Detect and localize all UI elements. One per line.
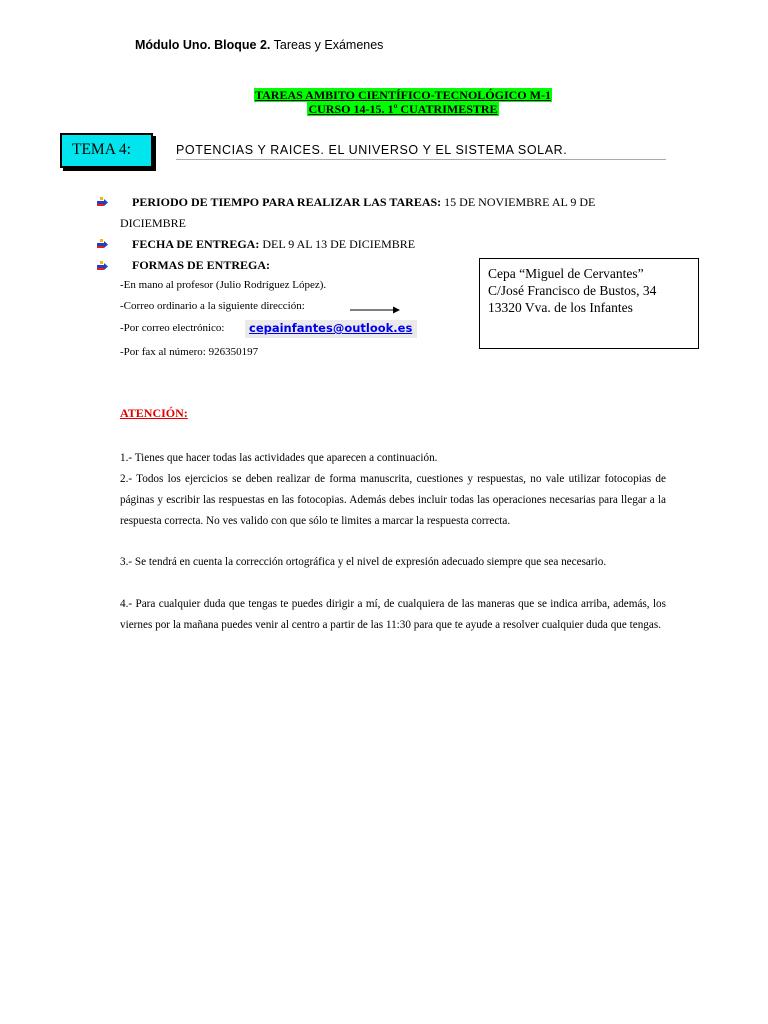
tasks-title-line bbox=[19, 88, 768, 103]
email-link[interactable]: cepainfantes@outlook.es bbox=[245, 320, 417, 338]
periodo-value: 15 DE NOVIEMBRE AL 9 DE bbox=[441, 195, 596, 209]
colored-arrow-bullet-icon bbox=[97, 197, 109, 207]
periodo-label: PERIODO DE TIEMPO PARA REALIZAR LAS TAREAS: bbox=[132, 195, 442, 209]
course-title-line bbox=[19, 102, 768, 117]
fecha-item bbox=[132, 237, 415, 252]
tema-label: TEMA 4: bbox=[72, 141, 131, 158]
address-box bbox=[479, 258, 699, 349]
tasks-title: TAREAS AMBITO CIENTÍFICO-TECNOLÓGICO M-1 bbox=[255, 88, 551, 102]
colored-arrow-bullet-icon bbox=[97, 261, 109, 271]
instruction-2: 2.- Todos los ejercicios se deben realizar de forma manuscrita, cuestiones y respuestas, no vale utilizar fotocopias de páginas y escribir las respuestas en las fotocopias. Además debes incluir todas las operaciones necesarias para llegar a la respuesta correcta. No ves valido con que sólo te limites a marcar la respuesta correcta. bbox=[120, 473, 666, 527]
tema-box bbox=[60, 133, 153, 168]
periodo-item bbox=[132, 195, 595, 210]
address-line-1: Cepa “Miguel de Cervantes” bbox=[488, 266, 644, 281]
entrega-correo-ordinario: -Correo ordinario a la siguiente dirección: bbox=[120, 300, 305, 312]
formas-label: FORMAS DE ENTREGA: bbox=[132, 258, 271, 272]
module-subtitle: Tareas y Exámenes bbox=[270, 38, 384, 52]
entrega-email-label: -Por correo electrónico: bbox=[120, 322, 225, 334]
fecha-value: DEL 9 AL 13 DE DICIEMBRE bbox=[259, 237, 416, 251]
course-title: CURSO 14-15. 1º CUATRIMESTRE bbox=[308, 102, 498, 116]
periodo-continuation: DICIEMBRE bbox=[120, 216, 186, 230]
address-line-3: 13320 Vva. de los Infantes bbox=[488, 300, 633, 315]
tema-title: POTENCIAS Y RAICES. EL UNIVERSO Y EL SISTEMA SOLAR. bbox=[176, 143, 666, 160]
entrega-fax: -Por fax al número: 926350197 bbox=[120, 346, 259, 358]
address-line-2: C/José Francisco de Bustos, 34 bbox=[488, 283, 657, 298]
colored-arrow-bullet-icon bbox=[97, 239, 109, 249]
right-arrow-icon bbox=[350, 302, 400, 312]
atencion-heading: ATENCIÓN: bbox=[120, 406, 188, 420]
entrega-en-mano: -En mano al profesor (Julio Rodríguez López). bbox=[120, 279, 327, 291]
document-header bbox=[135, 38, 383, 52]
instruction-3: 3.- Se tendrá en cuenta la corrección ortográfica y el nivel de expresión adecuado siempre que sea necesario. bbox=[120, 556, 607, 568]
module-label: Módulo Uno. Bloque 2. bbox=[135, 38, 271, 52]
formas-item bbox=[132, 258, 270, 273]
instruction-4: 4.- Para cualquier duda que tengas te puedes dirigir a mí, de cualquiera de las maneras que se indica arriba, además, los viernes por la mañana puedes venir al centro a partir de las 11:30 para que te ayude a resolver cualquier duda que tengas. bbox=[120, 598, 666, 631]
instruction-1: 1.- Tienes que hacer todas las actividades que aparecen a continuación. bbox=[120, 452, 438, 464]
fecha-label: FECHA DE ENTREGA: bbox=[132, 237, 260, 251]
